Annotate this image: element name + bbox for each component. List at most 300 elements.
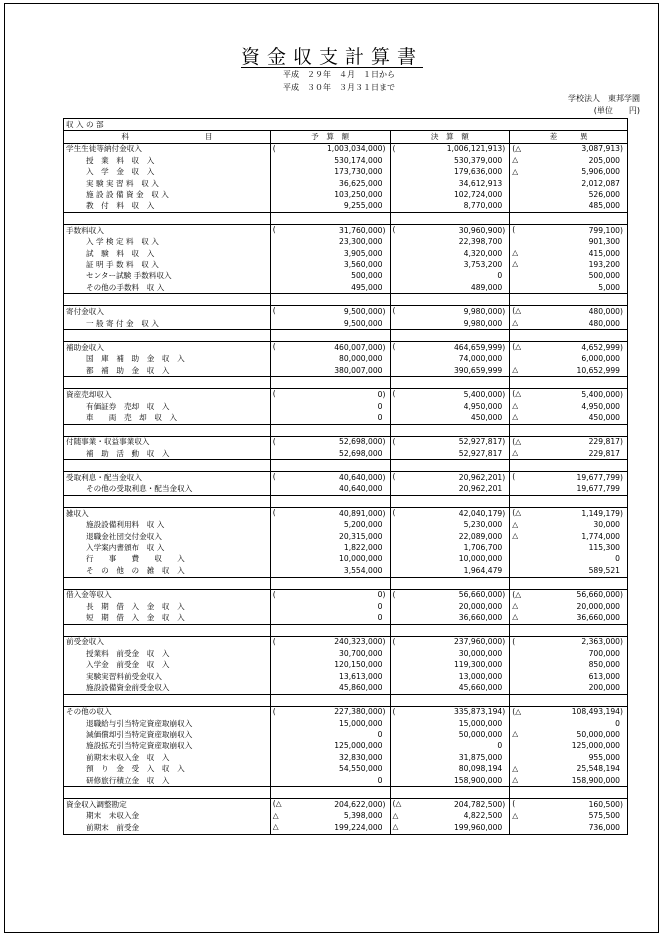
difference-cell xyxy=(510,412,628,424)
amount-value: 74,000,000 xyxy=(458,354,503,364)
corporation-name: 学校法人 東邦学園 xyxy=(568,94,640,103)
item-row xyxy=(64,155,628,166)
amount-value: 19,677,799 xyxy=(576,473,620,483)
spacer-cell xyxy=(270,294,390,306)
amount-value: 56,660,000 xyxy=(458,590,503,600)
section-row xyxy=(64,119,628,131)
header-actual: 決 算 額 xyxy=(390,131,510,143)
paren-close: ) xyxy=(382,307,386,317)
amount-value: 20,315,000 xyxy=(339,531,383,541)
difference-cell xyxy=(510,237,628,248)
item-row xyxy=(64,682,628,694)
paren-open: ( xyxy=(392,306,396,316)
budget-cell xyxy=(270,764,390,775)
item-name: 施設設備利用料 収 入 xyxy=(64,520,271,531)
difference-cell xyxy=(510,565,628,577)
budget-cell xyxy=(270,354,390,365)
item-name: 入学金 前受金 収 入 xyxy=(64,659,271,670)
item-name: 施 設 設 備 資 金 収 入 xyxy=(64,189,271,200)
paren-close: ) xyxy=(620,307,623,317)
amount-value: 56,660,000 xyxy=(576,590,620,600)
amount-value: 30,960,900 xyxy=(458,225,503,235)
paren-open: ( xyxy=(392,436,396,446)
group-name: 学生生徒等納付金収入 xyxy=(64,143,271,155)
item-row xyxy=(64,167,628,178)
amount-value: 45,860,000 xyxy=(339,682,383,692)
budget-cell xyxy=(270,436,390,448)
item-row xyxy=(64,271,628,282)
spacer-cell xyxy=(64,496,271,508)
budget-cell xyxy=(270,259,390,270)
actual-cell xyxy=(390,354,510,365)
amount-value: 736,000 xyxy=(588,822,620,832)
group-name: 手数料収入 xyxy=(64,225,271,237)
amount-value: 52,698,000 xyxy=(339,448,383,458)
amount-value: 36,660,000 xyxy=(458,612,503,622)
header-row xyxy=(64,131,628,143)
item-name: 施設設備資金前受金収入 xyxy=(64,682,271,694)
amount-value: 199,960,000 xyxy=(453,822,503,832)
difference-cell xyxy=(510,682,628,694)
spacer-cell xyxy=(390,424,510,436)
amount-value: 158,900,000 xyxy=(571,775,620,785)
group-row xyxy=(64,306,628,318)
actual-cell xyxy=(390,659,510,670)
amount-value: 700,000 xyxy=(588,648,620,658)
difference-cell xyxy=(510,718,628,729)
actual-cell xyxy=(390,729,510,740)
actual-cell xyxy=(390,636,510,648)
header-budget: 予 算 額 xyxy=(270,131,390,143)
amount-value: 5,000 xyxy=(598,282,620,292)
spacer-cell xyxy=(390,624,510,636)
amount-value: 450,000 xyxy=(588,412,620,422)
item-name: 短 期 借 入 金 収 入 xyxy=(64,612,271,624)
budget-cell xyxy=(270,542,390,553)
item-row xyxy=(64,520,628,531)
spacer-row xyxy=(64,624,628,636)
negative-mark: △ xyxy=(512,259,519,269)
budget-cell xyxy=(270,248,390,259)
paren-close: ) xyxy=(382,437,386,447)
difference-cell xyxy=(510,271,628,282)
amount-value: 80,098,194 xyxy=(458,764,503,774)
amount-value: 20,962,201 xyxy=(458,473,503,483)
negative-mark: △ xyxy=(512,729,519,739)
budget-cell xyxy=(270,682,390,694)
negative-mark: △ xyxy=(512,612,519,622)
amount-value: 0 xyxy=(377,730,383,740)
amount-value: 526,000 xyxy=(588,190,620,200)
negative-mark: △ xyxy=(272,822,279,832)
item-row xyxy=(64,259,628,270)
item-name: 退職給与引当特定資産取崩収入 xyxy=(64,718,271,729)
amount-value: 20,000,000 xyxy=(458,601,503,611)
spacer-cell xyxy=(390,377,510,389)
amount-value: 480,000 xyxy=(588,307,620,317)
amount-value: 20,000,000 xyxy=(576,601,620,611)
actual-cell xyxy=(390,565,510,577)
paren-close: ) xyxy=(502,342,506,352)
actual-cell xyxy=(390,601,510,612)
amount-value: 45,660,000 xyxy=(458,682,503,692)
paren-open: (△ xyxy=(512,589,522,599)
amount-value: 9,980,000 xyxy=(463,307,503,317)
item-row xyxy=(64,601,628,612)
spacer-cell xyxy=(64,577,271,589)
budget-cell xyxy=(270,401,390,412)
amount-value: 15,000,000 xyxy=(458,718,503,728)
item-name: 施設拡充引当特定資産取崩収入 xyxy=(64,741,271,752)
spacer-cell xyxy=(270,213,390,225)
spacer-cell xyxy=(64,624,271,636)
spacer-cell xyxy=(64,377,271,389)
section-label: 収 入 の 部 xyxy=(64,119,628,131)
paren-close: ) xyxy=(620,508,623,518)
amount-value: 799,100 xyxy=(588,225,620,235)
amount-value: 0 xyxy=(377,390,383,400)
item-name: その他の受取利息・配当金収入 xyxy=(64,484,271,496)
difference-cell xyxy=(510,659,628,670)
paren-open: ( xyxy=(272,706,276,716)
group-row xyxy=(64,225,628,237)
paren-open: ( xyxy=(512,799,516,809)
item-row xyxy=(64,201,628,213)
item-row xyxy=(64,764,628,775)
amount-value: 3,560,000 xyxy=(343,259,383,269)
paren-close: ) xyxy=(382,590,386,600)
amount-value: 173,730,000 xyxy=(334,167,383,177)
table-body xyxy=(64,119,628,835)
difference-cell xyxy=(510,589,628,601)
amount-value: 5,906,000 xyxy=(581,167,620,177)
paren-open: ( xyxy=(512,225,516,235)
spacer-cell xyxy=(390,787,510,799)
item-name: センター試験 手数料収入 xyxy=(64,271,271,282)
paren-close: ) xyxy=(382,637,386,647)
group-name: 寄付金収入 xyxy=(64,306,271,318)
budget-cell xyxy=(270,775,390,787)
difference-cell xyxy=(510,259,628,270)
paren-open: ( xyxy=(392,472,396,482)
actual-cell xyxy=(390,448,510,460)
paren-close: ) xyxy=(502,225,506,235)
amount-value: 22,089,000 xyxy=(458,531,503,541)
item-name: そ の 他 の 雑 収 入 xyxy=(64,565,271,577)
item-name: その他の手数料 収 入 xyxy=(64,282,271,294)
paren-open: ( xyxy=(272,472,276,482)
budget-cell xyxy=(270,706,390,718)
amount-value: 102,724,000 xyxy=(453,190,503,200)
spacer-cell xyxy=(64,787,271,799)
paren-open: (△ xyxy=(272,799,282,809)
amount-value: 3,087,913 xyxy=(581,144,620,154)
amount-value: 589,521 xyxy=(588,565,620,575)
amount-value: 390,659,999 xyxy=(453,365,503,375)
actual-cell xyxy=(390,764,510,775)
budget-cell xyxy=(270,636,390,648)
unit-label: (単位 円) xyxy=(593,106,640,115)
difference-cell xyxy=(510,648,628,659)
negative-mark: △ xyxy=(512,774,519,784)
paren-close: ) xyxy=(382,707,386,717)
paren-open: (△ xyxy=(512,342,522,352)
amount-value: 32,830,000 xyxy=(339,752,383,762)
header-subject: 科 目 xyxy=(64,131,271,143)
difference-cell xyxy=(510,401,628,412)
amount-value: 5,400,000 xyxy=(463,390,503,400)
amount-value: 4,652,999 xyxy=(581,342,620,352)
paren-close: ) xyxy=(620,390,623,400)
actual-cell xyxy=(390,589,510,601)
item-name: 入 学 検 定 料 収 入 xyxy=(64,237,271,248)
budget-cell xyxy=(270,752,390,763)
amount-value: 204,782,500 xyxy=(453,800,503,810)
item-row xyxy=(64,531,628,542)
budget-cell xyxy=(270,412,390,424)
item-name: 実験実習料前受金収入 xyxy=(64,671,271,682)
actual-cell xyxy=(390,718,510,729)
spacer-cell xyxy=(390,496,510,508)
amount-value: 36,660,000 xyxy=(576,612,620,622)
actual-cell xyxy=(390,189,510,200)
item-name: 減価償却引当特定資産取崩収入 xyxy=(64,729,271,740)
paren-open: ( xyxy=(272,306,276,316)
budget-cell xyxy=(270,508,390,520)
amount-value: 495,000 xyxy=(351,282,383,292)
actual-cell xyxy=(390,248,510,259)
actual-cell xyxy=(390,342,510,354)
paren-close: ) xyxy=(382,473,386,483)
difference-cell xyxy=(510,636,628,648)
actual-cell xyxy=(390,472,510,484)
amount-value: 31,875,000 xyxy=(458,752,503,762)
item-row xyxy=(64,752,628,763)
actual-cell xyxy=(390,542,510,553)
amount-value: 80,000,000 xyxy=(339,354,383,364)
spacer-cell xyxy=(510,496,628,508)
paren-close: ) xyxy=(502,390,506,400)
difference-cell xyxy=(510,354,628,365)
difference-cell xyxy=(510,436,628,448)
spacer-cell xyxy=(270,787,390,799)
difference-cell xyxy=(510,472,628,484)
spacer-cell xyxy=(510,577,628,589)
actual-cell xyxy=(390,811,510,822)
item-name: 実 験 実 習 料 収 入 xyxy=(64,178,271,189)
amount-value: 5,200,000 xyxy=(343,520,383,530)
item-row xyxy=(64,237,628,248)
budget-cell xyxy=(270,143,390,155)
actual-cell xyxy=(390,706,510,718)
amount-value: 901,300 xyxy=(588,237,620,247)
amount-value: 52,698,000 xyxy=(339,437,383,447)
amount-value: 575,500 xyxy=(588,811,620,821)
difference-cell xyxy=(510,811,628,822)
amount-value: 9,500,000 xyxy=(343,318,383,328)
paren-close: ) xyxy=(620,437,623,447)
paren-open: ( xyxy=(392,389,396,399)
amount-value: 52,927,817 xyxy=(458,448,503,458)
group-name: 借入金等収入 xyxy=(64,589,271,601)
item-row xyxy=(64,775,628,787)
paren-close: ) xyxy=(502,637,506,647)
difference-cell xyxy=(510,248,628,259)
negative-mark: △ xyxy=(512,810,519,820)
budget-cell xyxy=(270,554,390,565)
spacer-cell xyxy=(64,424,271,436)
item-name: 前期末 前受金 xyxy=(64,822,271,834)
item-name: 授業料 前受金 収 入 xyxy=(64,648,271,659)
spacer-cell xyxy=(270,330,390,342)
difference-cell xyxy=(510,167,628,178)
budget-cell xyxy=(270,718,390,729)
difference-cell xyxy=(510,729,628,740)
amount-value: 200,000 xyxy=(588,682,620,692)
amount-value: 40,891,000 xyxy=(339,508,383,518)
item-name: 退職金社団交付金収入 xyxy=(64,531,271,542)
budget-cell xyxy=(270,648,390,659)
amount-value: 530,174,000 xyxy=(334,155,383,165)
amount-value: 5,398,000 xyxy=(343,811,383,821)
amount-value: 2,012,087 xyxy=(581,178,620,188)
amount-value: 489,000 xyxy=(470,282,503,292)
item-name: 授 業 料 収 入 xyxy=(64,155,271,166)
budget-cell xyxy=(270,589,390,601)
item-row xyxy=(64,718,628,729)
amount-value: 4,950,000 xyxy=(581,401,620,411)
paren-close: ) xyxy=(502,437,506,447)
paren-close: ) xyxy=(620,707,623,717)
amount-value: 460,007,000 xyxy=(334,342,383,352)
actual-cell xyxy=(390,799,510,811)
paren-close: ) xyxy=(502,800,506,810)
budget-cell xyxy=(270,659,390,670)
paren-close: ) xyxy=(620,342,623,352)
paren-close: ) xyxy=(620,590,623,600)
amount-value: 0 xyxy=(377,601,383,611)
actual-cell xyxy=(390,306,510,318)
negative-mark: △ xyxy=(512,530,519,540)
item-name: 長 期 借 入 金 収 入 xyxy=(64,601,271,612)
amount-value: 40,640,000 xyxy=(339,473,383,483)
amount-value: 22,398,700 xyxy=(458,237,503,247)
item-name: 入 学 金 収 入 xyxy=(64,167,271,178)
item-row xyxy=(64,248,628,259)
item-row xyxy=(64,741,628,752)
budget-cell xyxy=(270,225,390,237)
paren-open: (△ xyxy=(392,799,402,809)
amount-value: 40,640,000 xyxy=(339,484,383,494)
actual-cell xyxy=(390,412,510,424)
item-name: 有価証券 売却 収 入 xyxy=(64,401,271,412)
difference-cell xyxy=(510,752,628,763)
budget-cell xyxy=(270,822,390,834)
actual-cell xyxy=(390,648,510,659)
amount-value: 0 xyxy=(615,718,620,728)
amount-value: 0 xyxy=(377,612,383,622)
amount-value: 3,554,000 xyxy=(343,565,383,575)
amount-value: 0 xyxy=(377,775,383,785)
negative-mark: △ xyxy=(512,600,519,610)
item-row xyxy=(64,365,628,377)
difference-cell xyxy=(510,342,628,354)
item-row xyxy=(64,189,628,200)
item-name: 教 付 料 収 入 xyxy=(64,201,271,213)
amount-value: 34,612,913 xyxy=(458,178,503,188)
negative-mark: △ xyxy=(392,810,399,820)
item-name: 試 験 料 収 入 xyxy=(64,248,271,259)
budget-cell xyxy=(270,389,390,401)
spacer-cell xyxy=(270,496,390,508)
amount-value: 36,625,000 xyxy=(339,178,383,188)
amount-value: 23,300,000 xyxy=(339,237,383,247)
item-name: 入学案内書頒布 収 入 xyxy=(64,542,271,553)
amount-value: 19,677,799 xyxy=(576,484,620,494)
paren-open: ( xyxy=(272,143,276,153)
actual-cell xyxy=(390,554,510,565)
spacer-cell xyxy=(270,624,390,636)
paren-open: ( xyxy=(392,342,396,352)
difference-cell xyxy=(510,155,628,166)
amount-value: 5,230,000 xyxy=(463,520,503,530)
paren-open: ( xyxy=(392,508,396,518)
budget-cell xyxy=(270,201,390,213)
difference-cell xyxy=(510,671,628,682)
amount-value: 30,000 xyxy=(593,520,620,530)
budget-cell xyxy=(270,237,390,248)
actual-cell xyxy=(390,259,510,270)
budget-cell xyxy=(270,531,390,542)
spacer-cell xyxy=(510,330,628,342)
amount-value: 1,003,034,000 xyxy=(326,144,383,154)
amount-value: 158,900,000 xyxy=(453,775,503,785)
amount-value: 4,320,000 xyxy=(463,248,503,258)
group-name: 受取利息・配当金収入 xyxy=(64,472,271,484)
paren-open: ( xyxy=(272,636,276,646)
corporation-block xyxy=(568,93,640,117)
group-row xyxy=(64,342,628,354)
amount-value: 160,500 xyxy=(588,800,620,810)
difference-cell xyxy=(510,531,628,542)
amount-value: 31,760,000 xyxy=(339,225,383,235)
difference-cell xyxy=(510,189,628,200)
amount-value: 52,927,817 xyxy=(458,437,503,447)
amount-value: 500,000 xyxy=(588,271,620,281)
amount-value: 0 xyxy=(377,412,383,422)
budget-cell xyxy=(270,799,390,811)
amount-value: 25,548,194 xyxy=(576,764,620,774)
group-name: その他の収入 xyxy=(64,706,271,718)
budget-cell xyxy=(270,741,390,752)
item-row xyxy=(64,729,628,740)
difference-cell xyxy=(510,484,628,496)
amount-value: 115,300 xyxy=(588,543,620,553)
negative-mark: △ xyxy=(512,763,519,773)
difference-cell xyxy=(510,448,628,460)
amount-value: 10,000,000 xyxy=(339,554,383,564)
budget-cell xyxy=(270,671,390,682)
spacer-row xyxy=(64,496,628,508)
amount-value: 179,636,000 xyxy=(453,167,503,177)
amount-value: 380,007,000 xyxy=(334,365,383,375)
item-row xyxy=(64,178,628,189)
spacer-cell xyxy=(64,694,271,706)
negative-mark: △ xyxy=(512,400,519,410)
item-row xyxy=(64,412,628,424)
item-row xyxy=(64,822,628,834)
paren-open: ( xyxy=(272,508,276,518)
